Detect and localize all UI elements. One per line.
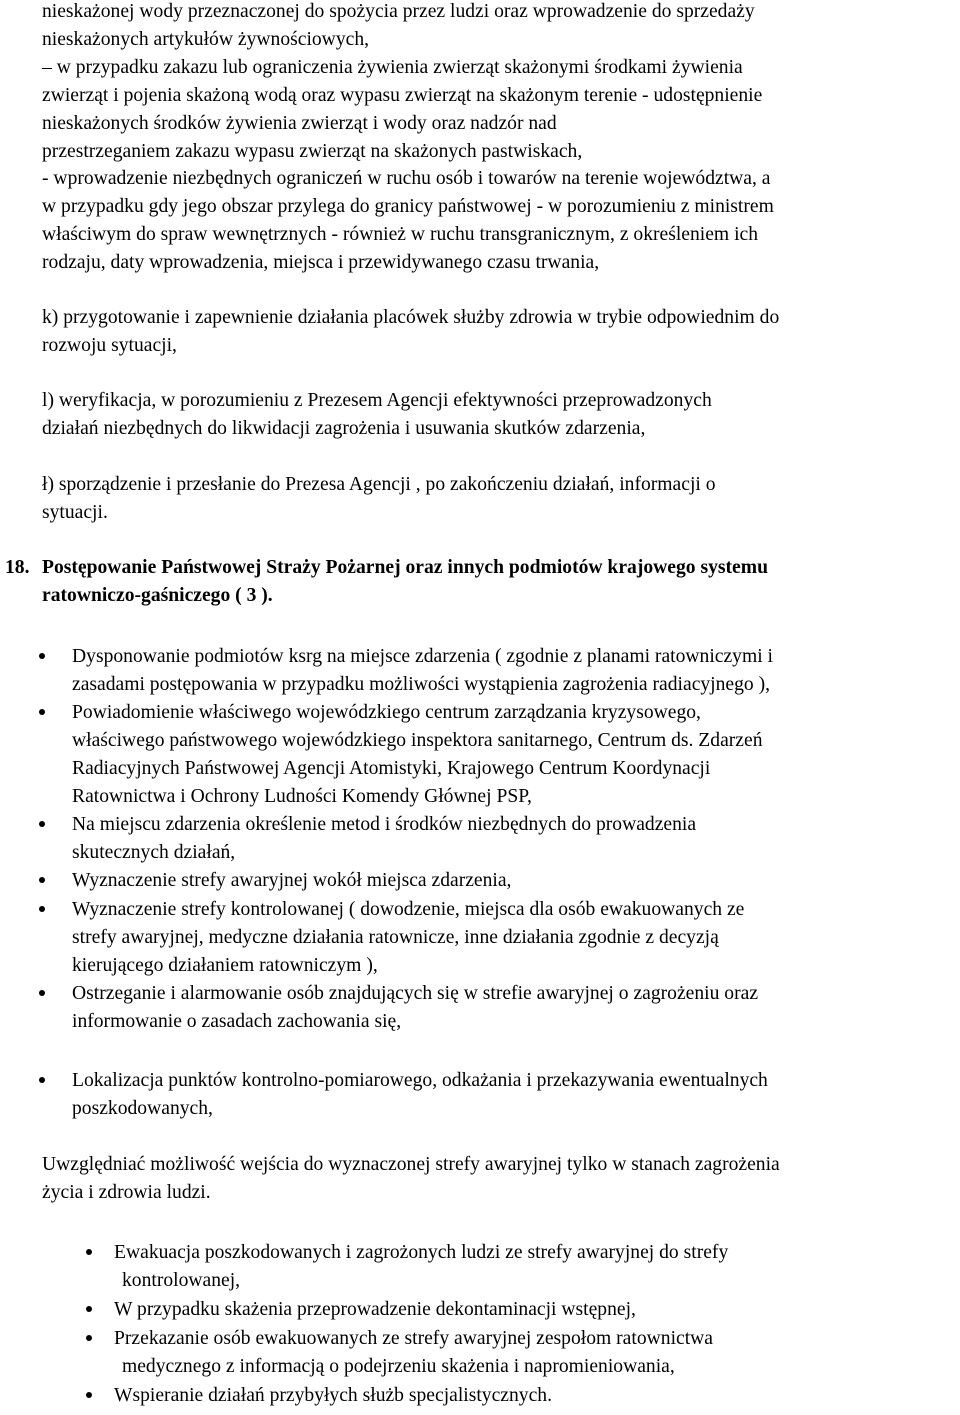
intro-line: zwierząt i pojenia skażoną wodą oraz wypasu zwierząt na skażonym terenie - udostępnienie — [42, 85, 763, 106]
bullet-dot — [39, 877, 45, 883]
bullet-line: Ratownictwa i Ochrony Ludności Komendy Głównej PSP, — [72, 786, 532, 807]
intro-line: nieskażonych środków żywienia zwierząt i wody oraz nadzór nad — [42, 113, 557, 134]
section-title: ratowniczo-gaśniczego ( 3 ). — [42, 585, 273, 606]
item-k-line: k) przygotowanie i zapewnienie działania placówek służby zdrowia w trybie odpowiednim do — [42, 307, 780, 328]
bullet-dot — [39, 990, 45, 996]
intro-line: - wprowadzenie niezbędnych ograniczeń w ruchu osób i towarów na terenie województwa, a — [42, 168, 771, 189]
section-title: Postępowanie Państwowej Straży Pożarnej oraz innych podmiotów krajowego systemu — [42, 557, 768, 578]
bullet-line: Na miejscu zdarzenia określenie metod i środków niezbędnych do prowadzenia — [72, 814, 697, 835]
bullet2-line: medycznego z informacją o podejrzeniu skażenia i napromieniowania, — [122, 1356, 675, 1377]
intro-line: rodzaju, daty wprowadzenia, miejsca i przewidywanego czasu trwania, — [42, 252, 600, 273]
note-line: życia i zdrowia ludzi. — [42, 1182, 211, 1203]
intro-line: w przypadku gdy jego obszar przylega do granicy państwowej - w porozumieniu z ministrem — [42, 196, 774, 217]
bullet2-line: Ewakuacja poszkodowanych i zagrożonych ludzi ze strefy awaryjnej do strefy — [114, 1242, 729, 1263]
bullet2-line: Wspieranie działań przybyłych służb specjalistycznych. — [114, 1385, 552, 1406]
bullet-line: kierującego działaniem ratowniczym ), — [72, 955, 378, 976]
item-l-line: l) weryfikacja, w porozumieniu z Prezesem Agencji efektywności przeprowadzonych — [42, 390, 712, 411]
section-number: 18. — [5, 557, 30, 578]
bullet-line: Radiacyjnych Państwowej Agencji Atomistyki, Krajowego Centrum Koordynacji — [72, 758, 711, 779]
bullet-line: Wyznaczenie strefy awaryjnej wokół miejsca zdarzenia, — [72, 870, 512, 891]
bullet-line: strefy awaryjnej, medyczne działania ratownicze, inne działania zgodnie z decyzją — [72, 927, 719, 948]
bullet-dot — [86, 1335, 92, 1341]
intro-line: nieskażonej wody przeznaczonej do spożycia przez ludzi oraz wprowadzenie do sprzedaży — [42, 1, 755, 22]
bullet-dot — [86, 1306, 92, 1312]
bullet2-line: Przekazanie osób ewakuowanych ze strefy awaryjnej zespołom ratownictwa — [114, 1328, 713, 1349]
bullet-dot — [39, 709, 45, 715]
bullet2-line: W przypadku skażenia przeprowadzenie dekontaminacji wstępnej, — [114, 1299, 636, 1320]
intro-line: – w przypadku zakazu lub ograniczenia żywienia zwierząt skażonymi środkami żywienia — [42, 57, 743, 78]
intro-line: właściwym do spraw wewnętrznych - również w ruchu transgranicznym, z określeniem ich — [42, 224, 759, 245]
item-k-line: rozwoju sytuacji, — [42, 335, 177, 356]
bullet-dot — [39, 1077, 45, 1083]
bullet-dot — [86, 1249, 92, 1255]
bullet-line: Dysponowanie podmiotów ksrg na miejsce zdarzenia ( zgodnie z planami ratowniczymi i — [72, 646, 773, 667]
bullet-line: Powiadomienie właściwego wojewódzkiego centrum zarządzania kryzysowego, — [72, 702, 701, 723]
bullet-line: zasadami postępowania w przypadku możliwości wystąpienia zagrożenia radiacyjnego ), — [72, 674, 771, 695]
bullet-line: informowanie o zasadach zachowania się, — [72, 1011, 402, 1032]
bullet-line: Ostrzeganie i alarmowanie osób znajdujących się w strefie awaryjnej o zagrożeniu oraz — [72, 983, 759, 1004]
item-l-stroke-line: ł) sporządzenie i przesłanie do Prezesa Agencji , po zakończeniu działań, informacji o — [42, 474, 716, 495]
bullet-dot — [86, 1392, 92, 1398]
bullet-line: poszkodowanych, — [72, 1098, 213, 1119]
bullet-dot — [39, 821, 45, 827]
bullet-line: Wyznaczenie strefy kontrolowanej ( dowodzenie, miejsca dla osób ewakuowanych ze — [72, 899, 745, 920]
bullet-line: skutecznych działań, — [72, 842, 236, 863]
bullet-dot — [39, 653, 45, 659]
intro-line: nieskażonych artykułów żywnościowych, — [42, 29, 370, 50]
intro-line: przestrzeganiem zakazu wypasu zwierząt na skażonych pastwiskach, — [42, 141, 583, 162]
note-line: Uwzględniać możliwość wejścia do wyznaczonej strefy awaryjnej tylko w stanach zagrożenia — [42, 1154, 780, 1175]
bullet-dot — [39, 906, 45, 912]
item-l-line: działań niezbędnych do likwidacji zagrożenia i usuwania skutków zdarzenia, — [42, 418, 646, 439]
bullet-line: właściwego państwowego wojewódzkiego inspektora sanitarnego, Centrum ds. Zdarzeń — [72, 730, 763, 751]
item-l-stroke-line: sytuacji. — [42, 502, 108, 523]
bullet2-line: kontrolowanej, — [122, 1270, 241, 1291]
bullet-line: Lokalizacja punktów kontrolno-pomiarowego, odkażania i przekazywania ewentualnych — [72, 1070, 768, 1091]
